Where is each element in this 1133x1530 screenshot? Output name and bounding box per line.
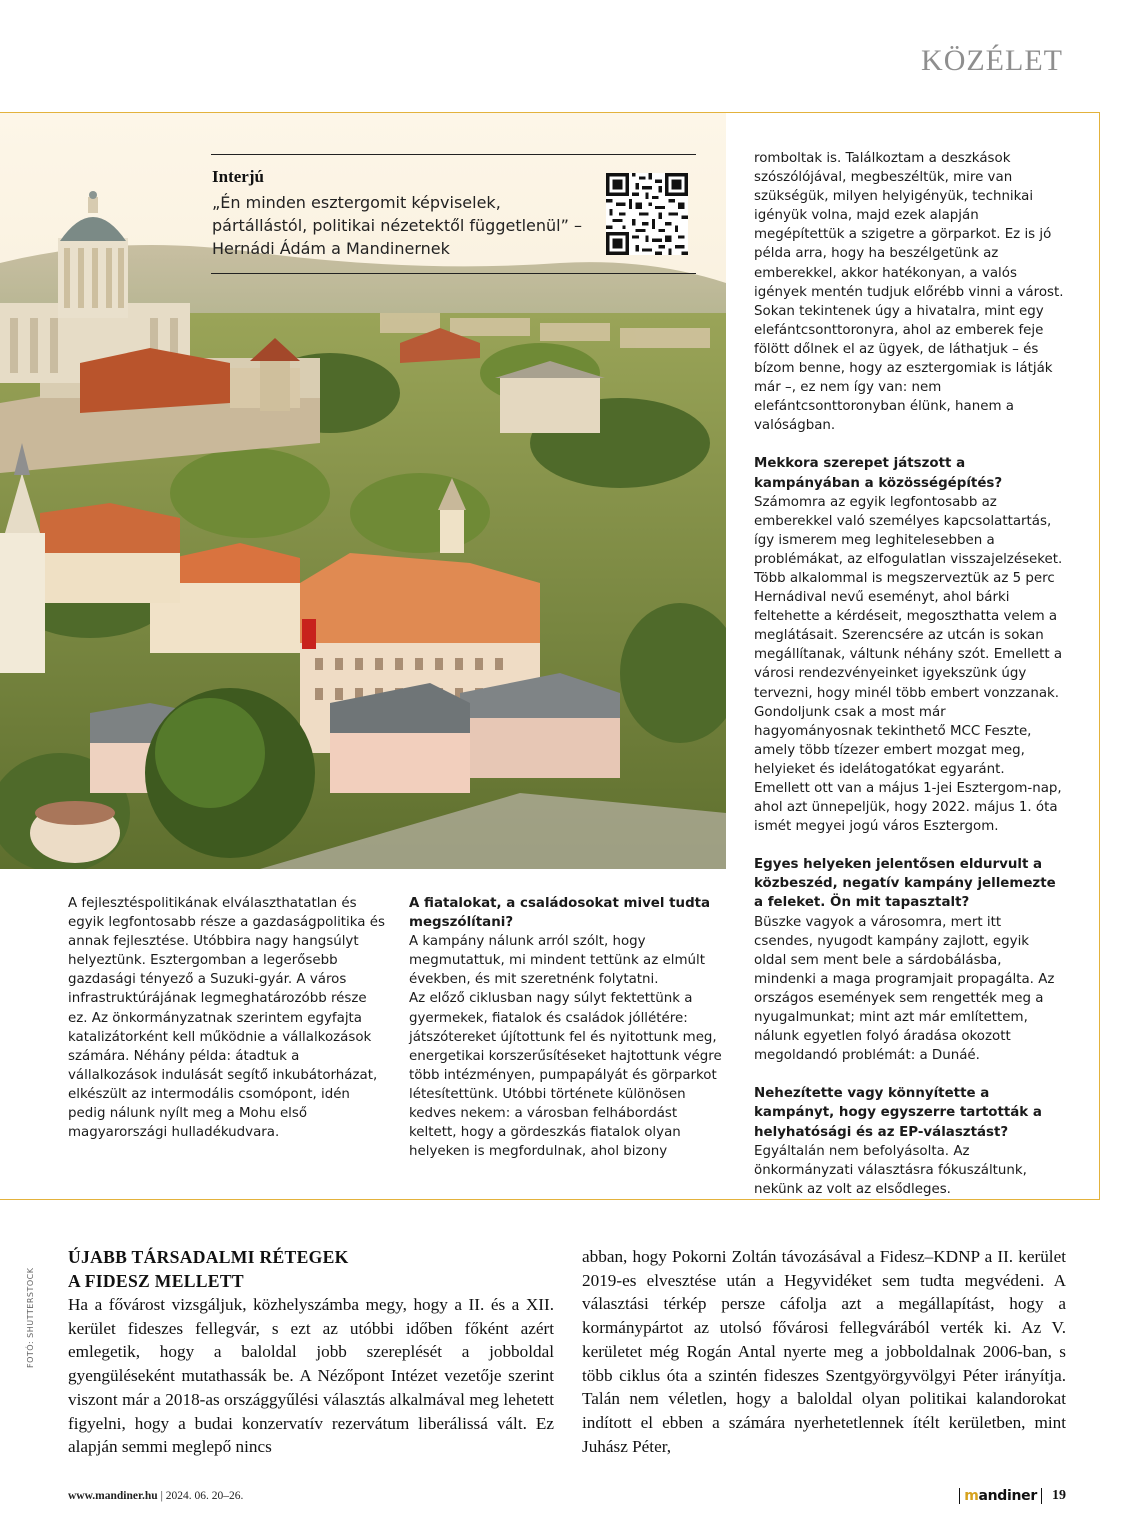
article-column-right xyxy=(582,1245,1066,1458)
interview-right-column xyxy=(754,149,1064,1199)
answer: Büszke vagyok a városomra, mert itt csendes, nyugodt kampány zajlott, egyik oldal sem ment bele a sárdobálásba, mindenki a maga programjait propagálta. Az országos események sem rengették meg a nyugalmunkat; mint azt már említettem, nálunk egyetlen folyó áradása okozott megoldandó problémát: a Dunáé. xyxy=(754,914,1055,1064)
question: Nehezítette vagy könnyítette a kampányt, hogy egyszerre tartották a helyhatósági és az EP-választást? xyxy=(754,1086,1042,1140)
answer: A kampány nálunk arról szólt, hogy megmutattuk, mi mindent tettünk az elmúlt években, és mit szeretnénk folytatni. xyxy=(409,934,705,988)
paragraph: romboltak is. Találkoztam a deszkások szószólójával, megbeszéltük, mire van szükségük, milyen helyigényük, technikai igényük volna, majd ezek alapján megépítettük a szigetre a görparkot. Ez is jó példa arra, hogy ha beszélgetünk az emberekkel, akkor hatékonyan, a valós igények mentén tudjuk előrébb vinni a várost. Sokan tekintenek úgy a hivatalra, mint egy elefántcsonttoronyra, ahol az emberek feje fölött dőlnek el az ügyek, de láthatjuk – és bízom benne, hogy az esztergomiak is látják már –, ez nem így van: nem elefántcsonttoronyban élünk, hanem a valóságban. xyxy=(754,151,1064,434)
page-number: 19 xyxy=(1052,1488,1066,1503)
interview-label: Interjú xyxy=(212,167,264,186)
subheading xyxy=(68,1245,554,1293)
qr-code-icon[interactable] xyxy=(606,173,688,255)
answer: Számomra az egyik legfontosabb az emberekkel való személyes kapcsolattartás, így ismerem meg leghitelesebben a problémákat, az elfogulatlan visszajelzéseket. Több alkalommal is megszerveztük az 5 perc Hernádival nevű eseményt, ahol bárki feltehette a kérdéseit, megoszthatta velem a meglátásait. Szerencsére az utcán is sokan megállítanak, váltunk néhány szót. Emellett a városi rendezvényeinket igyekszünk úgy tervezni, hogy minél több embert vonzzanak. Gondoljunk csak a most már hagyományosnak tekinthető MCC Feszte, amely több tízezer embert mozgat meg, helyieket és idelátogatókat egyaránt. Emellett ott van a május 1-jei Esztergom-nap, ahol azt ünnepeljük, hogy 2022. május 1. óta ismét megyei jogú város Esztergom. xyxy=(754,494,1063,835)
article-column-left xyxy=(68,1245,554,1459)
article-paragraph: Ha a fővárost vizsgáljuk, közhelyszámba megy, hogy a II. és a XII. kerület fideszes fellegvár, s ezt az utóbbi időben főként azért emlegetik, hogy a baloldal jobb szereplését a jobboldal gyengüléseként mutathassák be. A Nézőpont Intézet vezetője szerint viszont már a 2018-as országgyűlési választás alkalmával meg lehetett figyelni, hogy a budai konzervatív rezervátum liberálissá vált. Ez alapján semmi meglepő nincs xyxy=(68,1295,554,1457)
question: Mekkora szerepet játszott a kampányában a közösségépítés? xyxy=(754,456,1003,491)
paragraph: A fejlesztéspolitikának elválaszthatatlan és egyik legfontosabb része a gazdaságpolitika és annak fejlesztése. Utóbbira nagy hangsúlyt helyeztünk. Esztergomban a legerősebb gazdasági tényező a Suzuki-gyár. A város infrastruktúrájának legmeghatározóbb része ez. Az önkormányzatnak szerintem egyfajta katalizátorként kell működnie a vállalkozások számára. Néhány példa: átadtuk a vállalkozások indulását segítő inkubátorházat, elkészült az intermodális csomópont, idén pedig nálunk nyílt meg a Mohu első magyarországi hulladékudvara. xyxy=(68,896,385,1141)
section-label: KÖZÉLET xyxy=(921,44,1063,77)
brand-logo-rest: andiner xyxy=(978,1488,1037,1504)
answer: Egyáltalán nem befolyásolta. Az önkormányzati választásra fókuszáltunk, nekünk az volt az elsődleges. xyxy=(754,1143,1027,1197)
interview-bottom-mid-column xyxy=(409,894,727,1161)
article-paragraph: abban, hogy Pokorni Zoltán távozásával a Fidesz–KDNP a II. kerület 2019-es elvesztése után a Hegyvidéket sem tudta megvédeni. A választási térkép persze cáfolja azt a megállapítást, hogy a kormánypártot az utolsó fővárosi fellegvárából verték ki. Az V. kerületet még Rogán Antal nyerte meg a jobboldalnak 2006-ban, s több ciklus óta a szintén fideszes Szentgyörgyvölgyi Péter irányítja. Talán nem véletlen, hogy a baloldal olyan politikai kalandorokat indított el ebben a számára nyerhetetlennek ítélt kerületben, mint Juhász Péter, xyxy=(582,1247,1066,1456)
interview-teaser[interactable]: „Én minden esztergomit képviselek, pártállástól, politikai nézetektől függetlenül” – Hernádi Ádám a Mandinernek xyxy=(212,193,582,258)
brand-logo[interactable] xyxy=(959,1488,1042,1504)
photo-credit: FOTÓ: SHUTTERSTOCK xyxy=(26,1267,35,1368)
question: A fiatalokat, a családosokat mivel tudta megszólítani? xyxy=(409,896,711,931)
question: Egyes helyeken jelentősen eldurvult a közbeszéd, negatív kampány jellemezte a feleket. Ön mit tapasztalt? xyxy=(754,857,1056,911)
subheading-line-2: A FIDESZ MELLETT xyxy=(68,1271,244,1291)
related-interview-box[interactable] xyxy=(211,154,696,274)
subheading-line-1: ÚJABB TÁRSADALMI RÉTEGEK xyxy=(68,1247,349,1267)
answer: Az előző ciklusban nagy súlyt fektettünk a gyermekek, fiatalok és családok jóllétére: játszótereket újítottunk fel és nyitottunk meg, energetikai korszerűsítéseket hajtottunk végre több intézményen, pumpapályát és görparkot létesítettünk. Utóbbi története különösen kedves nekem: a városban felhábordást keltett, hogy a gördeszkás fiatalok olyan helyeken is megfordulnak, ahol bizony xyxy=(409,991,722,1160)
footer-site-url[interactable]: www.mandiner.hu xyxy=(68,1490,158,1502)
interview-bottom-left-column xyxy=(68,894,386,1142)
brand-logo-m: m xyxy=(964,1488,979,1504)
footer-site-info xyxy=(68,1490,243,1502)
footer-separator: | xyxy=(160,1490,163,1502)
footer-date: 2024. 06. 20–26. xyxy=(165,1490,244,1502)
footer-brand xyxy=(959,1488,1066,1504)
